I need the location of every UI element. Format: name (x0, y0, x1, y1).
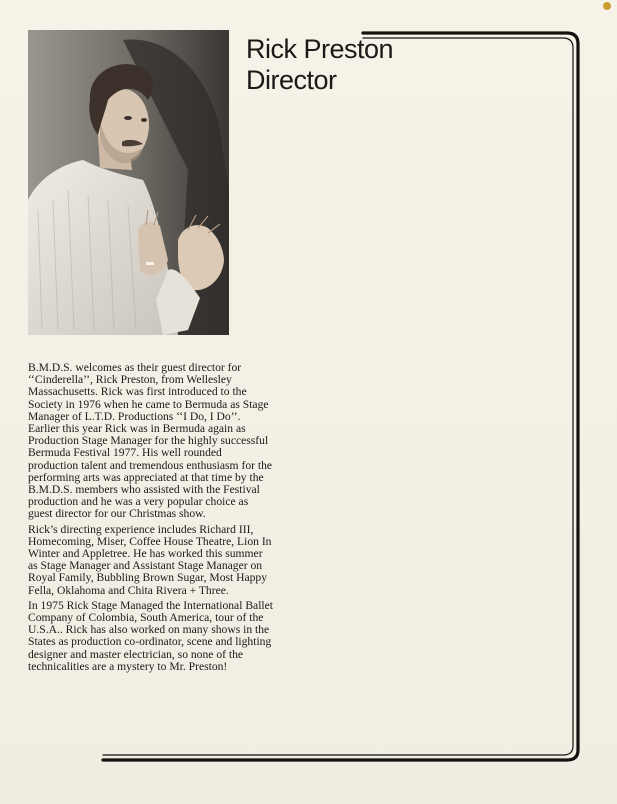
director-photo (28, 30, 229, 335)
stain-mark (603, 2, 611, 10)
bio-paragraph-3: In 1975 Rick Stage Managed the International Ballet Company of Colombia, South America, tour of the U.S.A.. Rick has also worked on many shows in the States as production co-ordinator, scene and lighting designer and master electrician, so none of the technicalities are a mystery to Mr. Preston! (28, 598, 274, 673)
bio-paragraph-1: B.M.D.S. welcomes as their guest director for ‘‘Cinderella’’, Rick Preston, from Wellesley Massachusetts. Rick was first introduced to the Society in 1976 when he came to Bermuda as Stage Manager of L.T.D. Productions ‘‘I Do, I Do’’. Earlier this year Rick was in Bermuda again as Production Stage Manager for the highly successful Bermuda Festival 1977. His well rounded production talent and tremendous enthusiasm for the performing arts was appreciated at that time by the B.M.D.S. members who assisted with the Festival production and he was a very popular choice as guest director for our Christmas show. (28, 361, 273, 521)
bio-paragraph-2: Rick’s directing experience includes Richard III, Homecoming, Miser, Coffee House Theatre, Lion In Winter and Appletree. He has worked this summer as Stage Manager and Assistant Stage Manager on Royal Family, Bubbling Brown Sugar, Most Happy Fella, Oklahoma and Chita Rivera + Three. (28, 522, 272, 597)
page-title (246, 34, 393, 96)
director-biography (28, 362, 274, 676)
director-role: Director (246, 65, 337, 95)
director-name: Rick Preston (246, 34, 394, 64)
